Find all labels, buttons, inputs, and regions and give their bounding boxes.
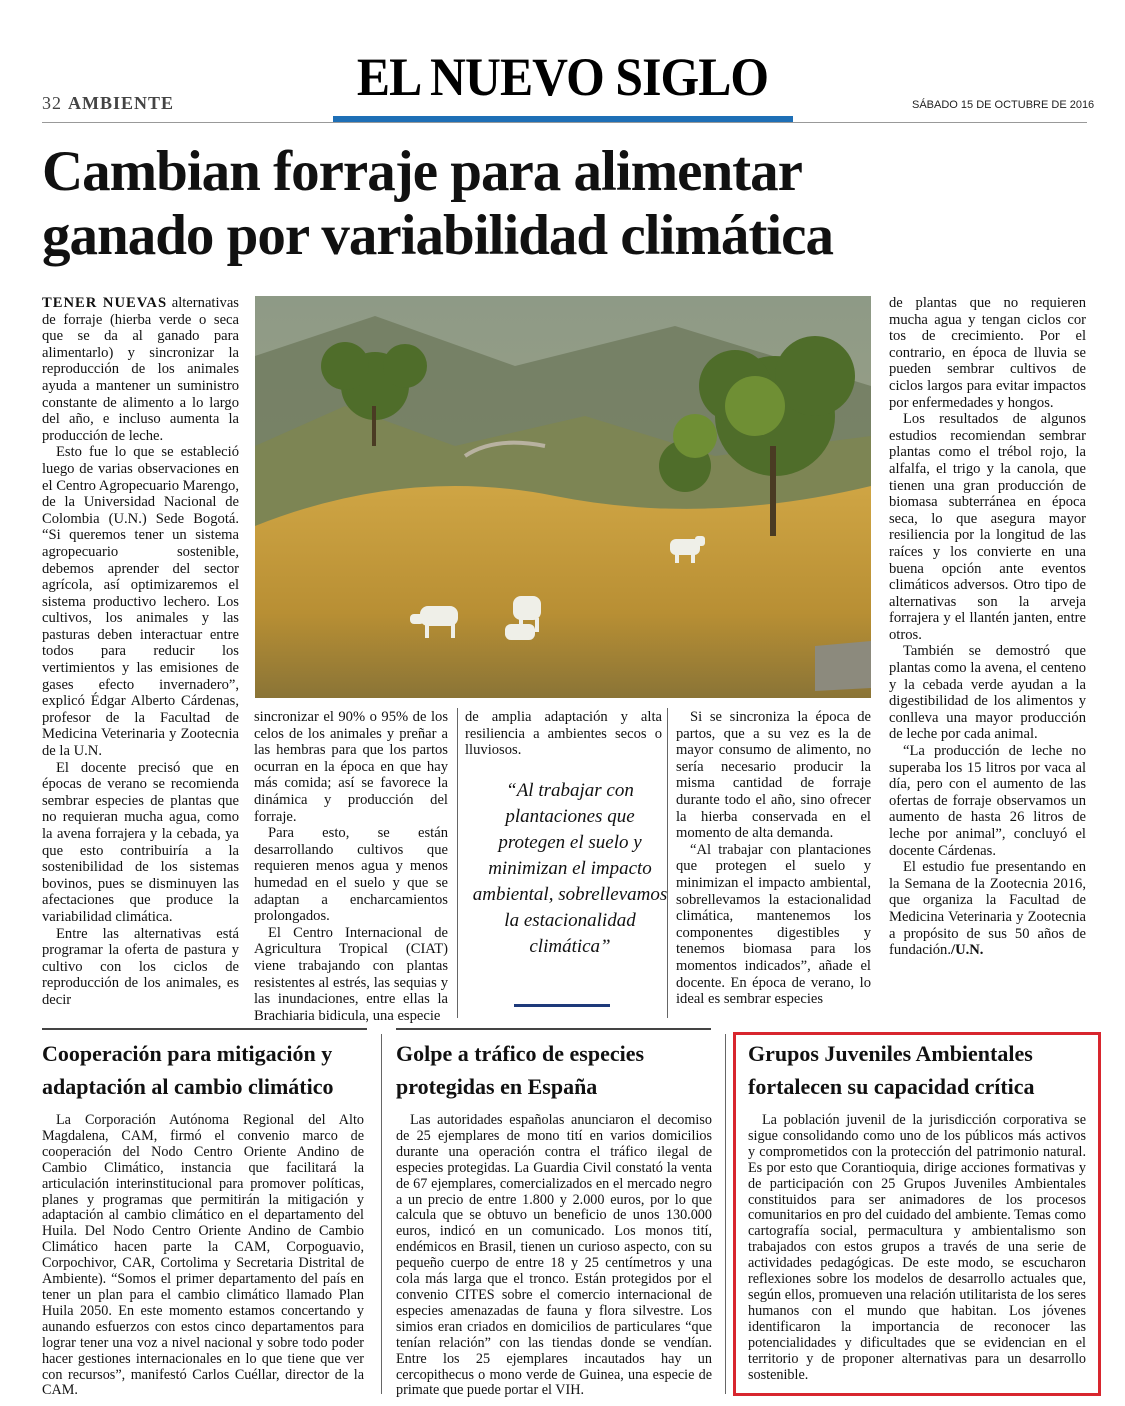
article-paragraph: Entre las alternativas está programar la oferta de pastura y cultivo con los ciclos de reproducción de los animales, es decir bbox=[42, 925, 239, 1008]
article-paragraph: El estudio fue presentando en la Semana de la Zootecnia 2016, que organiza la Facultad de Medicina Veterinaria y Zootecnia a propósito de sus 50 años de fundación./U.N. bbox=[889, 859, 1086, 959]
brief-text: La Corporación Autónoma Regional del Alto Magdalena, CAM, firmó el convenio marco de cooperación del Nodo Centro Oriente Andino de Cambio Climático, instancia que facilitará la articulación interinstitucional para promover políticas, planes y programas que permitirán la mitigación y adaptación al cambio climático en el departamento del Huila. Del Nodo Centro Oriente Andino de Cambio Climático hacen parte la CAM, Corpoguavio, Corpochivor, CAR, Cortolima y Secretaria Distrital de Ambiente). “Somos el primer departamento del país en tener un plan para el cambio climático llamado Plan Huila 2050. En este momento estamos concertando y aunando esfuerzos con estos cinco departamentos para lograr tener una voz a nivel nacional y sobre todo poder hacer gestiones internacionales en lo que tiene que ver con recursos”, manifestó Carlos Cuéllar, director de la CAM. bbox=[42, 1112, 364, 1399]
pull-quote: “Al trabajar con plantaciones que protegen el suelo y minimizan el impacto ambiental, sobrellevamos la estacionalidad climática” bbox=[472, 780, 668, 957]
column-rule bbox=[457, 708, 458, 1018]
article-column-1 bbox=[42, 295, 239, 1009]
brief-article-highlighted bbox=[748, 1037, 1086, 1383]
brief-title: Golpe a tráfico de especies protegidas en España bbox=[396, 1041, 645, 1099]
article-column-4 bbox=[676, 709, 871, 1008]
lead-caps: TENER NUEVAS bbox=[42, 295, 168, 311]
brief-title: Grupos Juveniles Ambientales fortalecen su capacidad crítica bbox=[748, 1041, 1035, 1099]
article-paragraph: de amplia adaptación y alta resiliencia a ambientes secos o lluviosos. bbox=[465, 709, 662, 759]
article-headline bbox=[42, 140, 1092, 268]
page-number: 32 bbox=[42, 93, 62, 113]
headline-line-1: Cambian forraje para alimentar bbox=[42, 140, 802, 203]
brief-title: Cooperación para mitigación y adaptación al cambio climático bbox=[42, 1041, 334, 1099]
brief-article bbox=[42, 1037, 364, 1399]
landscape-illustration bbox=[255, 296, 871, 698]
article-paragraph: “La producción de leche no superaba los 15 litros por vaca al día, pero con el aumento de las ofertas de forraje observamos un aumento de hasta 26 litros de leche por animal”, concluyó el docente Cárdenas. bbox=[889, 743, 1086, 859]
newspaper-masthead: EL NUEVO SIGLO bbox=[356, 47, 769, 107]
brief-column-rule bbox=[725, 1034, 726, 1394]
article-paragraph: El Centro Internacional de Agricultura Tropical (CIAT) viene trabajando con plantas resistentes al estrés, las sequias y las inundaciones, entre ellas la Brachiaria bidicula, una especie bbox=[254, 924, 448, 1024]
brief-article bbox=[396, 1037, 712, 1399]
article-photo-cattle-grazing bbox=[255, 296, 871, 698]
article-paragraph: “Al trabajar con plantaciones que protegen el suelo y minimizan el impacto ambiental, sobrellevamos la estacionalidad climática, mantenemos los componentes digestibles y tenemos biomasa para los momentos indicados”, añade el docente. En época de verano, lo ideal es sembrar especies bbox=[676, 841, 871, 1008]
issue-date: SÁBADO 15 DE OCTUBRE DE 2016 bbox=[912, 99, 1095, 111]
article-paragraph: Los resultados de algunos estudios recomiendan sembrar plantas como el trébol rojo, la alfalfa, el trigo y la canola, que tienen una gran producción de biomasa subterránea en época seca, lo que asegura mayor resiliencia por la longitud de las raíces y los convierte en una buena opción ante eventos climáticos adversos. Otro tipo de alternativas son la arveja forrajera y el llantén janten, entre otros. bbox=[889, 411, 1086, 643]
section-name: AMBIENTE bbox=[68, 93, 175, 113]
section-label bbox=[42, 93, 174, 114]
article-paragraph: También se demostró que plantas como la avena, el centeno y la cebada verde ayudan a la digestibilidad de los alimentos y conlleva una mayor producción de leche por cada animal. bbox=[889, 643, 1086, 743]
brief-column-rule bbox=[381, 1034, 382, 1394]
article-signature: /U.N. bbox=[951, 942, 984, 959]
brief-text: La población juvenil de la jurisdicción corporativa se sigue consolidando como uno de los públicos más activos y comprometidos con la protección del patrimonio natural. Es por esto que Corantioquia, dirige acciones formativas y de participación con 25 Grupos Juveniles Ambientales constituidos para ser animadores de los procesos comunitarios en pro del cuidado del ambiente. Temas como cartografía social, permacultura y ambientalismo son trabajados con estos grupos a través de una serie de actividades pedagógicas. De este modo, se escucharon reflexiones sobre los modelos de desarrollo actuales que, según ellos, promueven una relación utilitarista de los seres humanos con el mundo que habitan. Los jóvenes identificaron la importancia de reconocer las potencialidades y dificultades que se evidencian en el territorio y de proponer alternativas para un desarrollo sostenible. bbox=[748, 1112, 1086, 1383]
article-column-2 bbox=[254, 709, 448, 1024]
headline-line-2: ganado por variabilidad climática bbox=[42, 204, 833, 267]
article-column-3 bbox=[465, 709, 662, 759]
header-divider bbox=[42, 122, 1087, 123]
brief-divider bbox=[42, 1028, 367, 1030]
article-column-5 bbox=[889, 295, 1086, 959]
article-paragraph: Para esto, se están desarrollando cultivos que requieren menos agua y menos humedad en el suelo y que se adaptan a encharcamientos prolongados. bbox=[254, 825, 448, 925]
article-paragraph: de plantas que no requieren mucha agua y tengan ciclos cor tos de crecimiento. Por el contrario, en época de lluvia se pueden sembrar cultivos de ciclos largos para evitar impactos por enfermedades y hongos. bbox=[889, 295, 1086, 411]
article-paragraph: sincronizar el 90% o 95% de los celos de los animales y preñar a las hembras para que los partos ocurran en la época en que hay más comida; así se favorece la dinámica y producción del forraje. bbox=[254, 709, 448, 825]
article-paragraph: Si se sincroniza la época de partos, que a su vez es la de mayor consumo de alimento, no sería necesario producir la misma cantidad de forraje durante todo el año, sino ofrecer la hierba conservada en el momento de alta demanda. bbox=[676, 709, 871, 842]
brief-divider bbox=[396, 1028, 711, 1030]
article-paragraph: TENER NUEVAS alternativas de forraje (hierba verde o seca que se da al ganado para alimentarlo) y sincronizar la reproducción de los animales ayuda a mantener un suministro constante de alimento a lo largo del año, e incluso aumenta la producción de leche. bbox=[42, 295, 239, 444]
brief-text: Las autoridades españolas anunciaron el decomiso de 25 ejemplares de mono tití en varios domicilios durante una operación contra el tráfico ilegal de especies protegidas. La Guardia Civil constató la venta de 67 ejemplares, comercializados en el mercado negro a un precio de entre 1.800 y 2.000 euros, por lo que calcula que se obtuvo un beneficio de unos 130.000 euros, indicó en un comunicado. Los monos tití, endémicos en Brasil, tienen un curioso aspecto, con su pequeño cuerpo de entre 18 y 25 centímetros y una cola más larga que el tronco. Están protegidos por el convenio CITES sobre el comercio internacional de especies amenazadas de fauna y flora silvestre. Los simios eran criados en domicilios de particulares “que tenían relación” con las tiendas donde se vendían. Entre los 25 ejemplares incautados hay un cercopithecus o mono verde de Guinea, una especie de primate que puede portar el VIH. bbox=[396, 1112, 712, 1399]
article-paragraph: Esto fue lo que se estableció luego de varias observaciones en el Centro Agropecuario Marengo, de la Universidad Nacional de Colombia (U.N.) Sede Bogotá. “Si queremos tener un sistema agropecuario sostenible, debemos aprender del sector agrícola, así optimizaremos el sistema productivo lechero. Los cultivos, los animales y las pasturas deben interactuar entre todos para reducir los vertimientos y las emisiones de gases efecto invernadero”, explicó Édgar Alberto Cárdenas, profesor de la Facultad de Medicina Veterinaria y Zootecnia de la U.N. bbox=[42, 444, 239, 760]
article-paragraph: El docente precisó que en épocas de verano se recomienda sembrar especies de plantas que no requieran mucha agua, como la avena forrajera y la cebada, ya que esto contribuiría a la sostenibilidad de los sistemas bovinos, pues se disminuyen las afectaciones que produce la variabilidad climática. bbox=[42, 759, 239, 925]
pull-quote-rule bbox=[514, 1004, 610, 1007]
